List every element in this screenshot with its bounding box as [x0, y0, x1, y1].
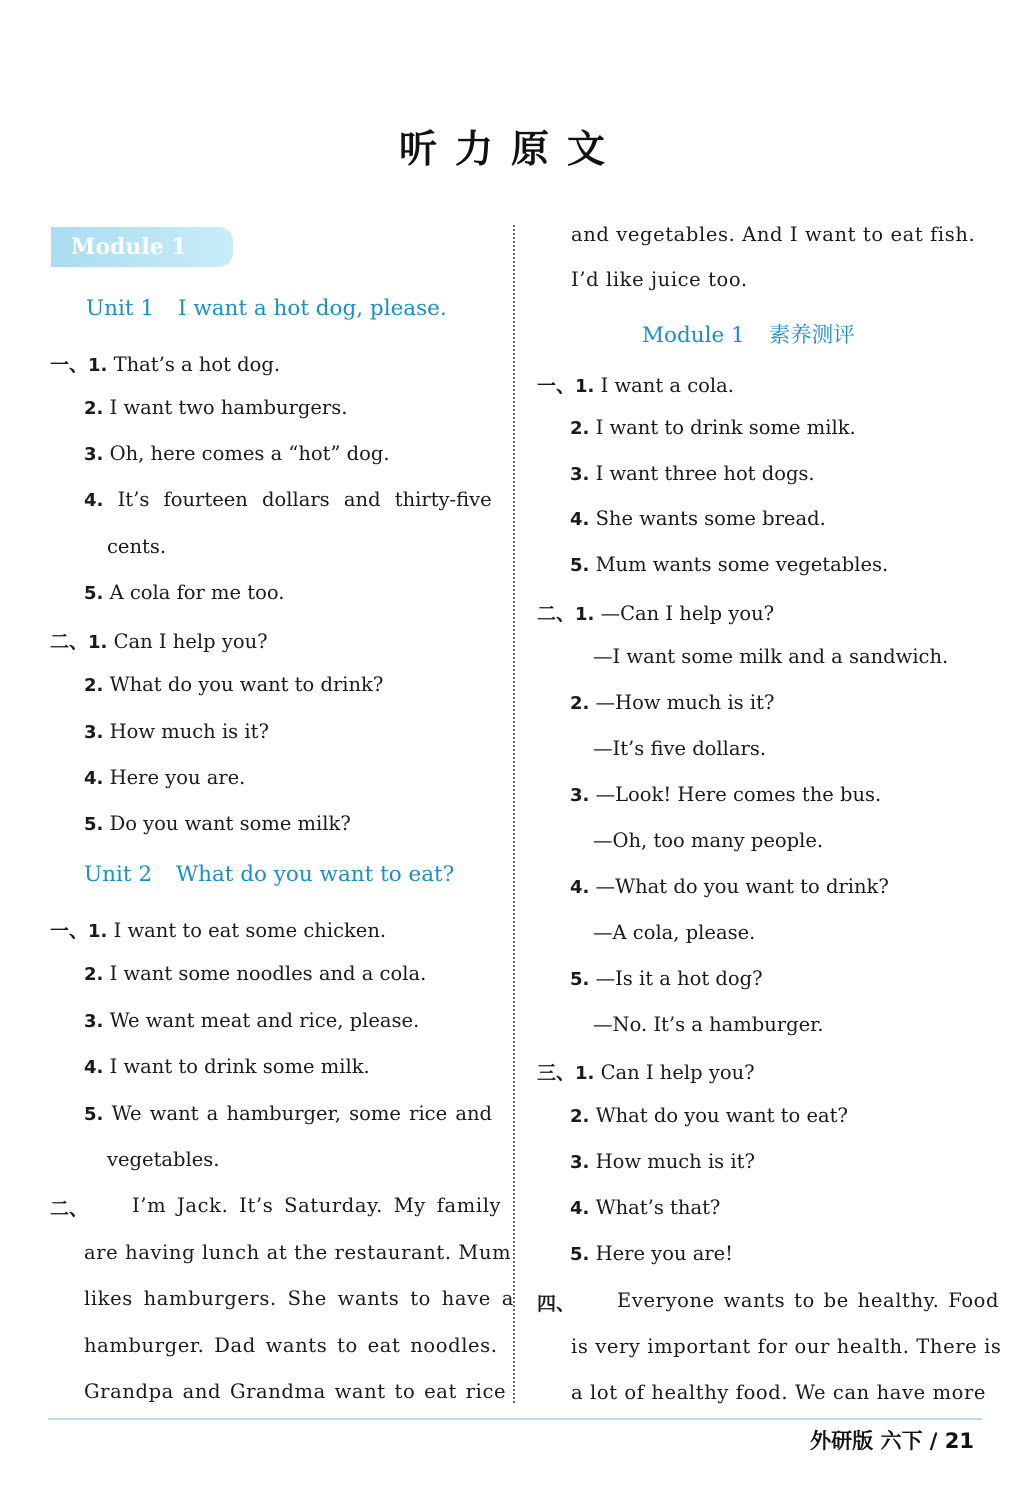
- item-number: 3.: [84, 1011, 104, 1032]
- page-footer: 外研版 六下 / 21: [810, 1429, 974, 1453]
- list-item: [84, 442, 390, 465]
- paragraph-line: hamburger. Dad wants to eat noodles.: [84, 1334, 498, 1357]
- dialogue-reply: —No. It’s a hamburger.: [593, 1013, 824, 1036]
- item-text: We want a hamburger, some rice and: [111, 1102, 493, 1125]
- item-text: I want to drink some milk.: [595, 416, 856, 439]
- list-item: [570, 967, 763, 990]
- page-title: 听力原文: [398, 127, 623, 171]
- paragraph-line: likes hamburgers. She wants to have a: [84, 1287, 514, 1310]
- dialogue-reply: —It’s five dollars.: [593, 737, 767, 760]
- list-item: [84, 962, 426, 985]
- item-text: I want three hot dogs.: [595, 462, 815, 485]
- list-item: [537, 1058, 755, 1085]
- list-item: [50, 627, 268, 654]
- item-number: 3.: [84, 444, 104, 465]
- section-marker: 四、: [537, 1293, 576, 1315]
- item-number: 3.: [570, 1152, 590, 1173]
- item-number: 1.: [88, 355, 108, 376]
- item-text: Do you want some milk?: [109, 812, 351, 835]
- section-marker: 二、: [537, 603, 576, 625]
- item-text: Here you are!: [595, 1242, 734, 1265]
- list-item: [537, 371, 734, 398]
- item-text: How much is it?: [109, 720, 269, 743]
- paragraph-line: Everyone wants to be healthy. Food: [617, 1289, 1000, 1312]
- item-number: 4.: [570, 1198, 590, 1219]
- dialogue-reply: —Oh, too many people.: [593, 829, 824, 852]
- item-number: 5.: [84, 1104, 104, 1125]
- item-text: What do you want to drink?: [109, 673, 384, 696]
- paragraph-line: is very important for our health. There is: [571, 1335, 1002, 1358]
- item-text: A cola for me too.: [109, 581, 285, 604]
- item-number: 5.: [570, 969, 590, 990]
- item-number: 3.: [570, 464, 590, 485]
- list-item: [570, 416, 856, 439]
- item-number: 5.: [84, 814, 104, 835]
- item-number: 2.: [84, 675, 104, 696]
- item-text: What do you want to eat?: [595, 1104, 848, 1127]
- test-heading: [642, 318, 855, 349]
- item-text: —What do you want to drink?: [595, 875, 889, 898]
- item-text: I want two hamburgers.: [109, 396, 348, 419]
- unit1-heading: [86, 296, 447, 321]
- item-text: That’s a hot dog.: [113, 353, 281, 376]
- unit1-title: I want a hot dog, please.: [178, 296, 447, 321]
- item-text: It’s fourteen dollars and thirty-five: [117, 488, 492, 511]
- item-number: 4.: [84, 490, 104, 511]
- item-text: —How much is it?: [595, 691, 775, 714]
- section-marker: 一、: [537, 375, 576, 397]
- test-title: 素养测评: [768, 323, 855, 348]
- list-item: [570, 507, 826, 530]
- item-text: I want some noodles and a cola.: [109, 962, 427, 985]
- paragraph-line: are having lunch at the restaurant. Mum: [84, 1241, 512, 1264]
- item-text: I want to eat some chicken.: [113, 919, 387, 942]
- item-continuation: vegetables.: [107, 1148, 220, 1171]
- item-number: 5.: [84, 583, 104, 604]
- item-number: 4.: [84, 768, 104, 789]
- list-item: [84, 720, 269, 743]
- item-number: 1.: [575, 604, 595, 625]
- list-item: [570, 1104, 848, 1127]
- item-text: —Look! Here comes the bus.: [595, 783, 882, 806]
- item-number: 3.: [84, 722, 104, 743]
- section-marker: 一、: [50, 354, 89, 376]
- paragraph-line: a lot of healthy food. We can have more: [571, 1381, 987, 1404]
- paragraph-line: I’d like juice too.: [571, 268, 748, 291]
- list-item: [570, 1196, 720, 1219]
- item-text: She wants some bread.: [595, 507, 826, 530]
- list-item: [84, 488, 492, 511]
- item-text: —Can I help you?: [600, 602, 775, 625]
- list-item: [570, 553, 888, 576]
- unit1-label: Unit 1: [86, 296, 154, 321]
- list-item: [570, 875, 889, 898]
- list-item: [84, 1055, 370, 1078]
- list-item: [84, 581, 284, 604]
- list-item: [50, 916, 386, 943]
- item-text: Can I help you?: [113, 630, 268, 653]
- item-number: 2.: [570, 418, 590, 439]
- section-marker: 一、: [50, 920, 89, 942]
- column-divider: [513, 225, 515, 1403]
- footer-rule: [48, 1418, 982, 1420]
- item-text: Mum wants some vegetables.: [595, 553, 889, 576]
- list-item: [84, 1009, 419, 1032]
- list-item: [570, 1150, 755, 1173]
- item-number: 4.: [84, 1057, 104, 1078]
- item-text: —Is it a hot dog?: [595, 967, 763, 990]
- item-number: 2.: [84, 398, 104, 419]
- item-text: I want a cola.: [600, 374, 734, 397]
- unit2-heading: [84, 862, 454, 887]
- item-text: What’s that?: [595, 1196, 721, 1219]
- item-continuation: cents.: [107, 535, 167, 558]
- unit2-label: Unit 2: [84, 862, 152, 887]
- dialogue-reply: —I want some milk and a sandwich.: [593, 645, 949, 668]
- item-number: 3.: [570, 785, 590, 806]
- paragraph-line: Grandpa and Grandma want to eat rice: [84, 1380, 507, 1403]
- item-number: 1.: [575, 376, 595, 397]
- item-number: 1.: [88, 632, 108, 653]
- list-item: [570, 1242, 733, 1265]
- list-item: [84, 812, 351, 835]
- section-marker: 二、: [50, 1198, 89, 1220]
- item-number: 2.: [84, 964, 104, 985]
- dialogue-reply: —A cola, please.: [593, 921, 756, 944]
- item-number: 2.: [570, 1106, 590, 1127]
- module-tag: Module 1: [51, 227, 233, 267]
- test-module-label: Module 1: [642, 323, 745, 348]
- item-text: Can I help you?: [600, 1061, 755, 1084]
- list-item: [570, 462, 815, 485]
- section-marker: 二、: [50, 631, 89, 653]
- item-text: Here you are.: [109, 766, 246, 789]
- list-item: [570, 691, 774, 714]
- list-item: [570, 783, 881, 806]
- list-item: [84, 396, 347, 419]
- item-text: I want to drink some milk.: [109, 1055, 370, 1078]
- paragraph-line: and vegetables. And I want to eat fish.: [571, 223, 976, 246]
- list-item: [537, 599, 774, 626]
- section-marker: 三、: [537, 1062, 576, 1084]
- item-text: How much is it?: [595, 1150, 755, 1173]
- item-text: We want meat and rice, please.: [109, 1009, 420, 1032]
- list-item: [84, 1102, 492, 1125]
- item-number: 1.: [575, 1063, 595, 1084]
- list-item: [50, 350, 280, 377]
- item-number: 4.: [570, 877, 590, 898]
- item-number: 5.: [570, 555, 590, 576]
- item-text: Oh, here comes a “hot” dog.: [109, 442, 390, 465]
- item-number: 5.: [570, 1244, 590, 1265]
- paragraph-line: I’m Jack. It’s Saturday. My family: [132, 1194, 502, 1217]
- item-number: 1.: [88, 921, 108, 942]
- unit2-title: What do you want to eat?: [176, 862, 455, 887]
- list-item: [84, 766, 245, 789]
- item-number: 2.: [570, 693, 590, 714]
- list-item: [84, 673, 383, 696]
- item-number: 4.: [570, 509, 590, 530]
